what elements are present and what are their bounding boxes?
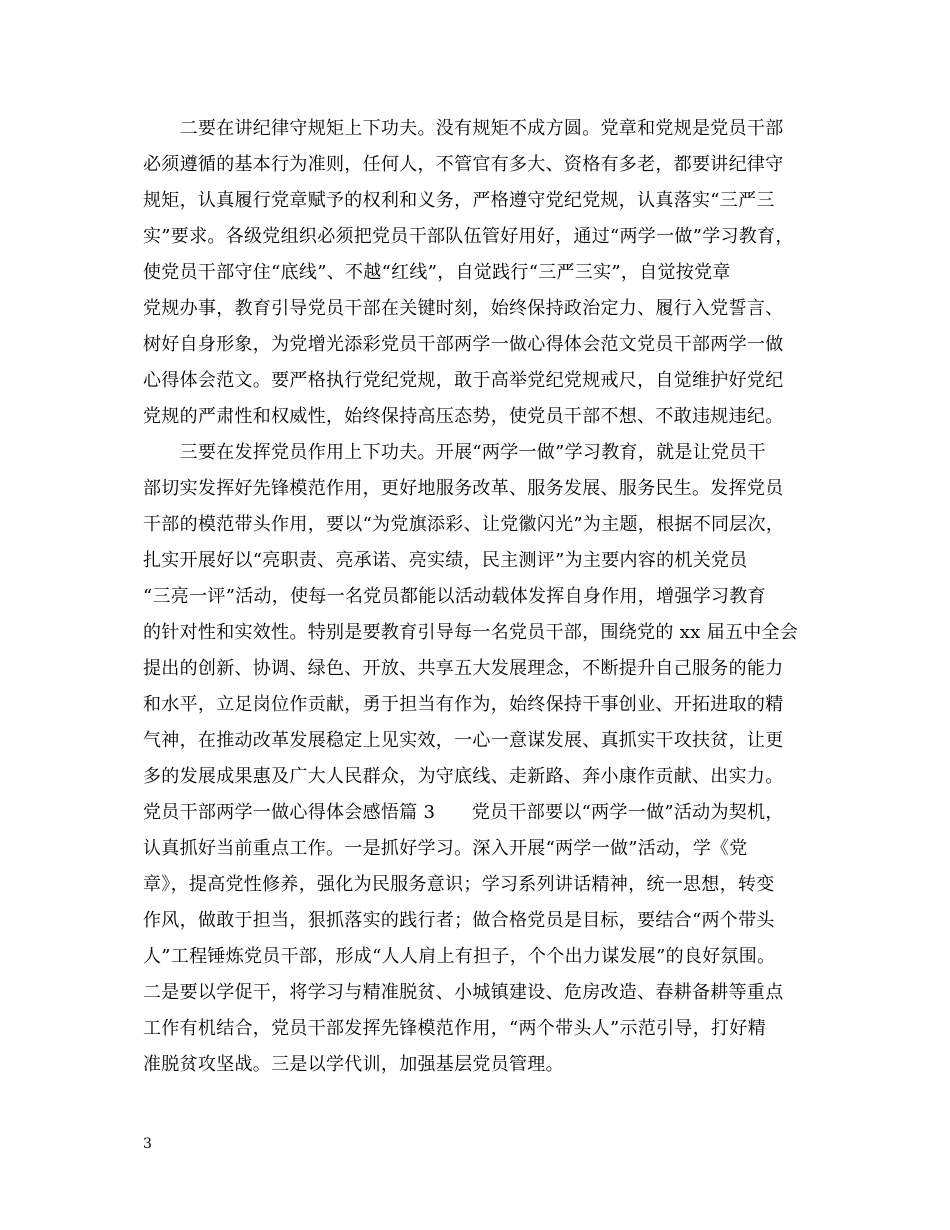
text-line: 人”工程锤炼党员干部，形成“人人肩上有担子，个个出力谋发展”的良好氛围。 (143, 946, 776, 967)
text-line: “三亮一评”活动，使每一名党员都能以活动载体发挥自身作用，增强学习教育 (143, 586, 766, 607)
page-number: 3 (143, 1136, 152, 1152)
text-line: 部切实发挥好先锋模范作用，更好地服务改革、服务发展、服务民生。发挥党员 (143, 478, 784, 499)
text-line: 规矩，认真履行党章赋予的权利和义务，严格遵守党纪党规，认真落实“三严三 (143, 190, 775, 211)
text-line: 工作有机结合，党员干部发挥先锋模范作用，“两个带头人”示范引导，打好精 (143, 1018, 766, 1039)
text-line: 心得体会范文。要严格执行党纪党规，敢于高举党纪党规戒尺，自觉维护好党纪 (143, 370, 784, 391)
text-line: 三要在发挥党员作用上下功夫。开展“两学一做”学习教育，就是让党员干 (143, 442, 766, 463)
text-line: 党规办事，教育引导党员干部在关键时刻，始终保持政治定力、履行入党誓言、 (143, 298, 784, 319)
text-line: 使党员干部守住“底线”、不越“红线”，自觉践行“三严三实”，自觉按党章 (143, 262, 731, 283)
text-line: 必须遵循的基本行为准则，任何人，不管官有多大、资格有多老，都要讲纪律守 (143, 154, 784, 175)
text-line: 章》，提高党性修养，强化为民服务意识；学习系列讲话精神，统一思想，转变 (143, 874, 775, 895)
text-line: 扎实开展好以“亮职责、亮承诺、亮实绩，民主测评”为主要内容的机关党员 (143, 550, 748, 571)
text-line: 的针对性和实效性。特别是要教育引导每一名党员干部，围绕党的 xx 届五中全会 (143, 622, 799, 643)
text-line: 气神，在推动改革发展稳定上见实效，一心一意谋发展、真抓实干攻扶贫，让更 (143, 730, 784, 751)
text-line: 党员干部两学一做心得体会感悟篇 3 党员干部要以“两学一做”活动为契机， (143, 802, 784, 823)
text-line: 认真抓好当前重点工作。一是抓好学习。深入开展“两学一做”活动，学《党 (143, 838, 748, 859)
text-line: 二是要以学促干，将学习与精准脱贫、小城镇建设、危房改造、春耕备耕等重点 (143, 982, 784, 1003)
text-line: 和水平，立足岗位作贡献，勇于担当有作为，始终保持干事创业、开拓进取的精 (143, 694, 784, 715)
text-line: 实”要求。各级党组织必须把党员干部队伍管好用好，通过“两学一做”学习教育， (143, 226, 794, 247)
text-line: 树好自身形象，为党增光添彩党员干部两学一做心得体会范文党员干部两学一做 (143, 334, 784, 355)
text-line: 二要在讲纪律守规矩上下功夫。没有规矩不成方圆。党章和党规是党员干部 (143, 118, 784, 139)
text-line: 提出的创新、协调、绿色、开放、共享五大发展理念，不断提升自己服务的能力 (143, 658, 784, 679)
text-line: 干部的模范带头作用，要以“为党旗添彩、让党徽闪光”为主题，根据不同层次， (143, 514, 785, 535)
text-line: 党规的严肃性和权威性，始终保持高压态势，使党员干部不想、不敢违规违纪。 (143, 406, 784, 427)
text-line: 作风，做敢于担当，狠抓落实的践行者；做合格党员是目标，要结合“两个带头 (143, 910, 775, 931)
text-line: 准脱贫攻坚战。三是以学代训，加强基层党员管理。 (143, 1054, 564, 1075)
text-line: 多的发展成果惠及广大人民群众，为守底线、走新路、奔小康作贡献、出实力。 (143, 766, 784, 787)
